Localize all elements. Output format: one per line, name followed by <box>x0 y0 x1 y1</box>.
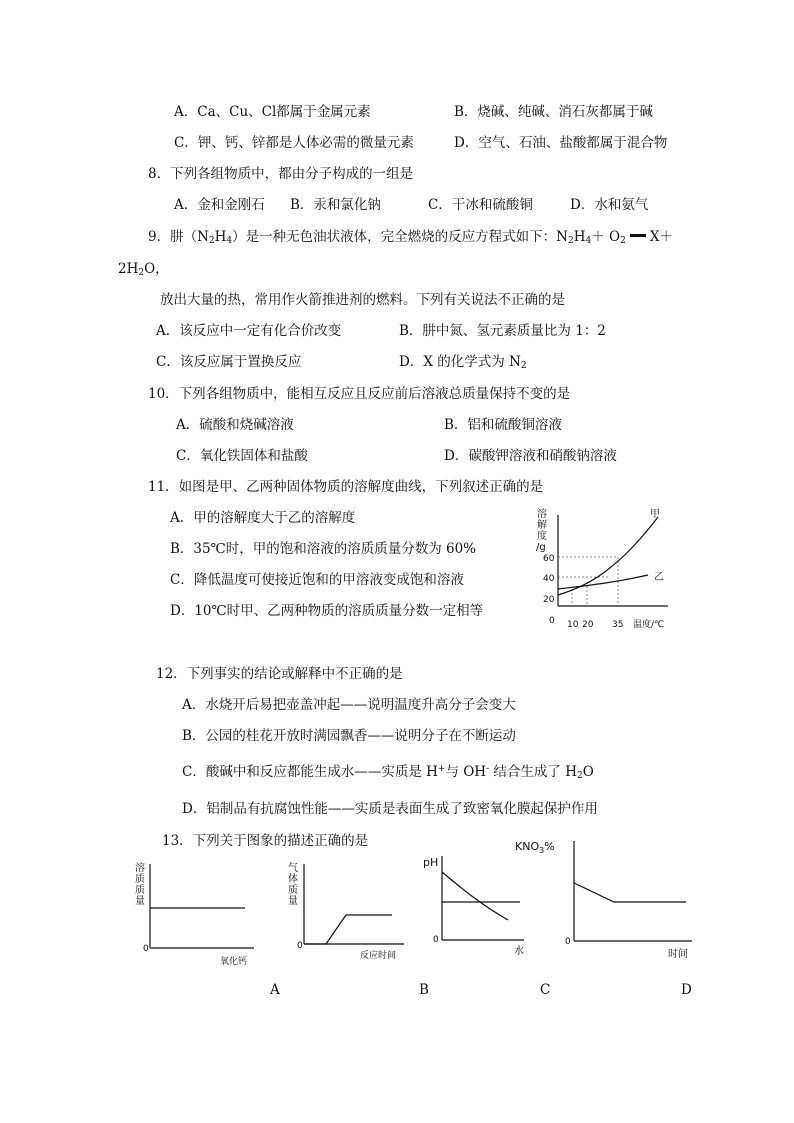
q10-option-d: D．碳酸钾溶液和硝酸钠溶液 <box>444 448 617 464</box>
graph-b-ylabel: 质 <box>288 885 298 896</box>
solubility-curve-graph <box>528 503 688 629</box>
q12-stem: 12．下列事实的结论或解释中不正确的是 <box>156 666 403 682</box>
graph-b-series-line <box>304 915 392 944</box>
q12-option-a: A．水烧开后易把壶盖冲起——说明温度升高分子会变大 <box>182 697 516 713</box>
q9-stem-continued: $2H_2O$， <box>118 261 169 278</box>
graph-b <box>286 858 410 968</box>
graph-c-falling-curve <box>442 872 508 920</box>
graph-a-ylabel: 质 <box>135 885 145 896</box>
curve-jia <box>558 517 658 595</box>
q8-option-d: D．水和氨气 <box>570 197 649 213</box>
graph11-ytick: 20 <box>543 595 555 605</box>
reaction-equals-bar <box>630 234 646 237</box>
graph-b-ylabel: 量 <box>288 896 298 907</box>
q11-option-d: D．10℃时甲、乙两种物质的溶质质量分数一定相等 <box>170 603 484 619</box>
graph-b-origin: 0 <box>297 941 303 951</box>
q9-option-a: A．该反应中一定有化合价改变 <box>156 323 342 339</box>
graph11-ylabel-1: 溶 <box>537 509 547 520</box>
q10-option-c: C．氧化铁固体和盐酸 <box>176 448 308 464</box>
q9-stem: 9．肼$(N_2H_4)$是一种无色油状液体，完全燃烧的反应方程式如下：$N_2H_4+ O_2$ X＋ <box>148 229 673 246</box>
graph-b-ylabel: 体 <box>288 874 298 885</box>
q9-option-c: C．该反应属于置换反应 <box>156 354 302 370</box>
graph-d-series-line <box>574 883 686 902</box>
q13-stem: 13．下列关于图象的描述正确的是 <box>162 833 369 849</box>
graph-a <box>132 858 260 968</box>
q9-stem-line2: 放出大量的热，常用作火箭推进剂的燃料。下列有关说法不正确的是 <box>160 292 565 308</box>
graph11-origin: 0 <box>549 616 555 626</box>
graph-a-ylabel: 溶 <box>135 863 145 874</box>
q8-option-a: A．金和金刚石 <box>174 197 265 213</box>
q9-option-b: B．肼中氮、氢元素质量比为 1：2 <box>399 323 606 339</box>
graph-d-caption: D <box>681 982 692 998</box>
q9-option-d: D．X 的化学式为 $N_2$ <box>399 354 527 371</box>
graph-c-caption: C <box>540 982 551 998</box>
graph-b-caption: B <box>419 982 429 998</box>
q11-option-a: A．甲的溶解度大于乙的溶解度 <box>170 510 356 526</box>
graph-a-xlabel: 氧化钙 <box>220 957 248 967</box>
q8-option-c: C．干冰和硫酸铜 <box>428 197 533 213</box>
q10-stem: 10．下列各组物质中，能相互反应且反应前后溶液总质量保持不变的是 <box>148 386 571 402</box>
q10-option-a: A．硫酸和烧碱溶液 <box>176 417 294 433</box>
graph-c-origin: 0 <box>433 935 439 945</box>
graph-b-xlabel: 反应时间 <box>360 951 397 961</box>
q10-option-b: B．铝和硫酸铜溶液 <box>444 417 562 433</box>
graph-b-ylabel: 气 <box>288 863 298 874</box>
graph11-xtick: 35 <box>612 620 624 629</box>
graph11-ylabel-3: 度 <box>537 531 547 542</box>
graph-a-caption: A <box>270 982 280 998</box>
q12-option-b: B．公园的桂花开放时满园飘香——说明分子在不断运动 <box>182 728 516 744</box>
q12-option-d: D．铝制品有抗腐蚀性能——实质是表面生成了致密氧化膜起保护作用 <box>182 801 598 817</box>
graph-d-ylabel: $KNO_3\%$ <box>515 840 555 855</box>
q8-stem: 8．下列各组物质中，都由分子构成的一组是 <box>148 166 414 182</box>
q8-option-b: B．汞和氯化钠 <box>290 197 381 213</box>
graph-a-ylabel: 量 <box>135 896 145 907</box>
graph-d-xlabel: 时间 <box>668 949 688 960</box>
q7-option-b: B．烧碱、纯碱、消石灰都属于碱 <box>454 104 653 120</box>
q11-option-b: B．35℃时，甲的饱和溶液的溶质质量分数为 60% <box>170 541 476 557</box>
q11-stem: 11．如图是甲、乙两种固体物质的溶解度曲线，下列叙述正确的是 <box>148 479 544 495</box>
graph-c-xlabel: 水 <box>514 946 524 957</box>
graph11-xtick: 20 <box>582 620 594 629</box>
graph-d <box>510 835 696 963</box>
q7-option-c: C．钾、钙、锌都是人体必需的微量元素 <box>174 135 414 151</box>
graph11-ytick: 60 <box>543 554 555 564</box>
graph-d-origin: 0 <box>565 937 571 947</box>
graph11-ylabel-2: 解 <box>537 520 547 531</box>
graph11-ytick: 40 <box>543 574 555 584</box>
graph-a-origin: 0 <box>143 944 149 954</box>
graph11-xtick: 10 <box>567 620 579 629</box>
graph-c-ylabel: pH <box>423 856 439 869</box>
graph11-xlabel: 温度/℃ <box>633 620 665 629</box>
graph-a-ylabel: 质 <box>135 874 145 885</box>
q7-option-a: A．Ca、Cu、Cl都属于金属元素 <box>174 104 371 120</box>
curve-jia-label: 甲 <box>650 509 660 520</box>
curve-yi-label: 乙 <box>654 572 664 583</box>
graph11-ylabel-4: /g <box>536 542 546 553</box>
q11-option-c: C．降低温度可使接近饱和的甲溶液变成饱和溶液 <box>170 572 464 588</box>
q7-option-d: D．空气、石油、盐酸都属于混合物 <box>454 135 668 151</box>
q12-option-c: C．酸碱中和反应都能生成水——实质是 H+与 OH- 结合生成了 $H_2O$ <box>182 764 594 781</box>
